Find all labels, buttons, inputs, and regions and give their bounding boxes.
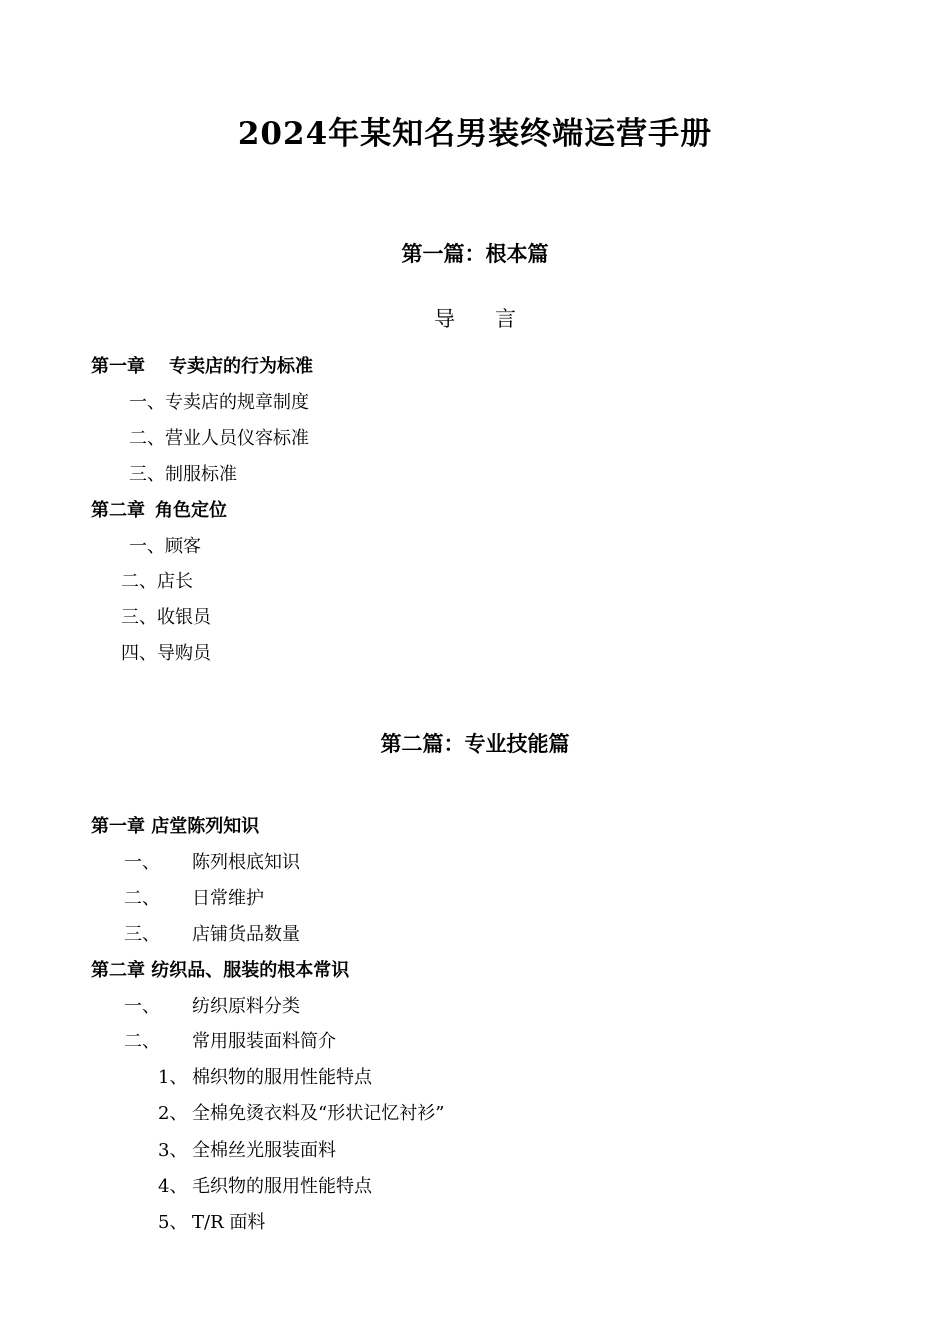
list-item: 三、制服标准	[129, 464, 237, 485]
chapter-title: 专卖店的行为标准	[169, 356, 313, 377]
part1-chapter2-heading	[91, 499, 227, 523]
list-item: 二、店长	[121, 571, 193, 592]
part2-chapter1-heading: 第一章 店堂陈列知识	[91, 816, 260, 837]
intro-char-2: 言	[495, 307, 516, 331]
list-item: 三、收银员	[121, 607, 211, 628]
list-item: 二、营业人员仪容标准	[129, 428, 309, 449]
part2-heading: 第二篇：专业技能篇	[380, 731, 570, 756]
item-text: 全棉丝光服装面料	[192, 1140, 336, 1161]
item-number: 5、	[158, 1212, 188, 1233]
item-text: 毛织物的服用性能特点	[192, 1176, 372, 1197]
item-number: 1、	[158, 1067, 188, 1088]
item-text: 全棉免烫衣料及“形状记忆衬衫”	[192, 1103, 445, 1124]
chapter-label: 第二章	[91, 500, 145, 521]
item-text: T/R 面料	[192, 1212, 266, 1233]
item-number: 一、	[124, 996, 160, 1017]
part1-heading: 第一篇：根本篇	[401, 241, 549, 266]
list-item	[124, 887, 264, 911]
item-number: 二、	[124, 888, 160, 909]
list-item: 一、顾客	[129, 536, 201, 557]
list-item	[124, 995, 300, 1019]
chapter-title: 角色定位	[155, 500, 227, 521]
list-item: 四、导购员	[121, 643, 211, 664]
item-number: 2、	[158, 1103, 188, 1124]
chapter-label: 第一章	[91, 356, 145, 377]
sub-list-item	[158, 1139, 336, 1163]
document-title: 2024年某知名男装终端运营手册	[237, 116, 713, 152]
item-text: 陈列根底知识	[192, 852, 300, 873]
item-text: 常用服装面料简介	[192, 1031, 336, 1052]
intro-char-1: 导	[434, 307, 455, 331]
sub-list-item	[158, 1102, 444, 1126]
sub-list-item	[158, 1211, 265, 1235]
item-text: 棉织物的服用性能特点	[192, 1067, 372, 1088]
list-item	[124, 851, 300, 875]
item-number: 4、	[158, 1176, 188, 1197]
item-number: 三、	[124, 924, 160, 945]
part2-chapter2-heading: 第二章 纺织品、服装的根本常识	[91, 960, 350, 981]
item-number: 一、	[124, 852, 160, 873]
item-number: 3、	[158, 1140, 188, 1161]
item-text: 店铺货品数量	[192, 924, 300, 945]
sub-list-item	[158, 1175, 372, 1199]
list-item	[124, 923, 300, 947]
item-number: 二、	[124, 1031, 160, 1052]
part1-chapter1-heading	[91, 355, 313, 379]
item-text: 纺织原料分类	[192, 996, 300, 1017]
intro-heading	[0, 303, 950, 333]
list-item: 一、专卖店的规章制度	[129, 392, 309, 413]
list-item	[124, 1030, 336, 1054]
sub-list-item	[158, 1066, 372, 1090]
item-text: 日常维护	[192, 888, 264, 909]
